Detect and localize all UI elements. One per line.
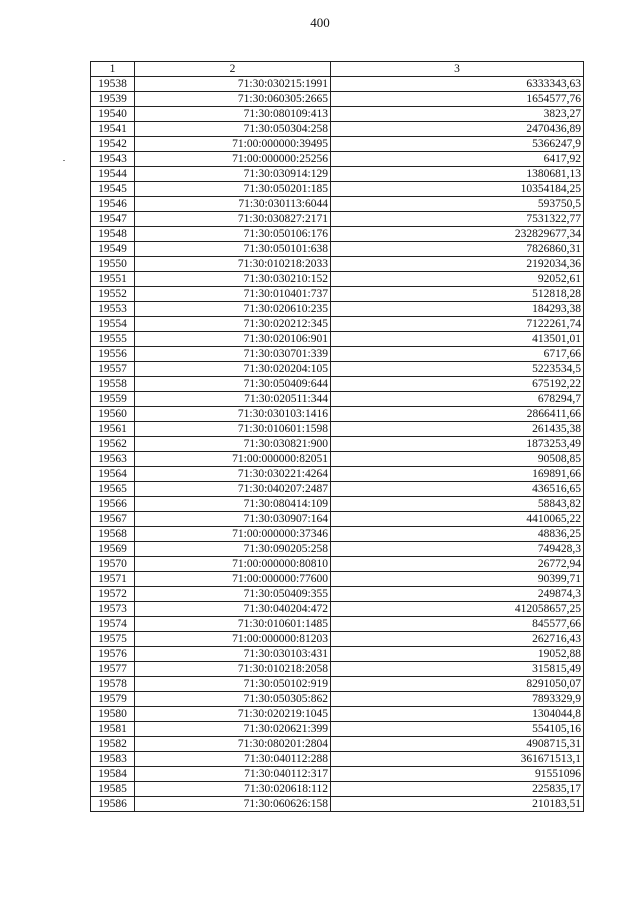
table-row [91, 632, 584, 647]
row-number-cell: 19539 [91, 92, 135, 107]
table-row [91, 302, 584, 317]
row-number-cell: 19577 [91, 662, 135, 677]
cadastral-number-cell: 71:30:010601:1485 [135, 617, 331, 632]
value-cell: 210183,51 [331, 797, 584, 812]
value-cell: 512818,28 [331, 287, 584, 302]
cadastral-number-cell: 71:30:040204:472 [135, 602, 331, 617]
row-number-cell: 19575 [91, 632, 135, 647]
row-number-cell: 19576 [91, 647, 135, 662]
row-number-cell: 19574 [91, 617, 135, 632]
row-number-cell: 19559 [91, 392, 135, 407]
value-cell: 3823,27 [331, 107, 584, 122]
cadastral-number-cell: 71:30:030907:164 [135, 512, 331, 527]
value-cell: 6333343,63 [331, 77, 584, 92]
value-cell: 4908715,31 [331, 737, 584, 752]
row-number-cell: 19546 [91, 197, 135, 212]
cadastral-number-cell: 71:00:000000:39495 [135, 137, 331, 152]
cadastral-number-cell: 71:30:050201:185 [135, 182, 331, 197]
row-number-cell: 19547 [91, 212, 135, 227]
cadastral-number-cell: 71:30:020204:105 [135, 362, 331, 377]
cadastral-number-cell: 71:30:020212:345 [135, 317, 331, 332]
value-cell: 315815,49 [331, 662, 584, 677]
cadastral-number-cell: 71:30:030215:1991 [135, 77, 331, 92]
table-row [91, 287, 584, 302]
value-cell: 8291050,07 [331, 677, 584, 692]
value-cell: 5366247,9 [331, 137, 584, 152]
value-cell: 232829677,34 [331, 227, 584, 242]
value-cell: 2192034,36 [331, 257, 584, 272]
value-cell: 412058657,25 [331, 602, 584, 617]
value-cell: 92052,61 [331, 272, 584, 287]
table-row [91, 737, 584, 752]
value-cell: 7826860,31 [331, 242, 584, 257]
value-cell: 169891,66 [331, 467, 584, 482]
value-cell: 48836,25 [331, 527, 584, 542]
cadastral-number-cell: 71:30:080414:109 [135, 497, 331, 512]
row-number-cell: 19581 [91, 722, 135, 737]
cadastral-number-cell: 71:30:060305:2665 [135, 92, 331, 107]
cadastral-number-cell: 71:30:020618:112 [135, 782, 331, 797]
cadastral-number-cell: 71:00:000000:82051 [135, 452, 331, 467]
table-row [91, 572, 584, 587]
value-cell: 19052,88 [331, 647, 584, 662]
table-row [91, 122, 584, 137]
table-row [91, 362, 584, 377]
table-row [91, 437, 584, 452]
table-row [91, 722, 584, 737]
cadastral-number-cell: 71:30:080201:2804 [135, 737, 331, 752]
cadastral-number-cell: 71:30:030701:339 [135, 347, 331, 362]
cadastral-number-cell: 71:30:020610:235 [135, 302, 331, 317]
table-row [91, 152, 584, 167]
cadastral-value-table [90, 61, 584, 812]
cadastral-number-cell: 71:30:050101:638 [135, 242, 331, 257]
value-cell: 184293,38 [331, 302, 584, 317]
value-cell: 749428,3 [331, 542, 584, 557]
value-cell: 90508,85 [331, 452, 584, 467]
page-number: 400 [310, 15, 330, 30]
cadastral-number-cell: 71:30:040112:317 [135, 767, 331, 782]
table-row [91, 197, 584, 212]
row-number-cell: 19549 [91, 242, 135, 257]
table-row [91, 797, 584, 812]
cadastral-number-cell: 71:30:030821:900 [135, 437, 331, 452]
cadastral-number-cell: 71:00:000000:81203 [135, 632, 331, 647]
cadastral-number-cell: 71:30:030221:4264 [135, 467, 331, 482]
table-row [91, 602, 584, 617]
row-number-cell: 19579 [91, 692, 135, 707]
value-cell: 261435,38 [331, 422, 584, 437]
row-number-cell: 19550 [91, 257, 135, 272]
cadastral-number-cell: 71:00:000000:37346 [135, 527, 331, 542]
cadastral-number-cell: 71:30:030827:2171 [135, 212, 331, 227]
cadastral-number-cell: 71:30:050305:862 [135, 692, 331, 707]
cadastral-number-cell: 71:00:000000:80810 [135, 557, 331, 572]
value-cell: 6417,92 [331, 152, 584, 167]
cadastral-number-cell: 71:30:050106:176 [135, 227, 331, 242]
table-row [91, 257, 584, 272]
table-row [91, 782, 584, 797]
value-cell: 26772,94 [331, 557, 584, 572]
row-number-cell: 19570 [91, 557, 135, 572]
table-row [91, 467, 584, 482]
table-row [91, 137, 584, 152]
cadastral-number-cell: 71:30:010218:2033 [135, 257, 331, 272]
row-number-cell: 19548 [91, 227, 135, 242]
table-row [91, 512, 584, 527]
row-number-cell: 19538 [91, 77, 135, 92]
header-row [91, 62, 584, 77]
table-row [91, 767, 584, 782]
value-cell: 413501,01 [331, 332, 584, 347]
row-number-cell: 19585 [91, 782, 135, 797]
table-body [91, 77, 584, 812]
table-row [91, 92, 584, 107]
value-cell: 7893329,9 [331, 692, 584, 707]
cadastral-number-cell: 71:30:010218:2058 [135, 662, 331, 677]
cadastral-number-cell: 71:30:010401:737 [135, 287, 331, 302]
value-cell: 5223534,5 [331, 362, 584, 377]
row-number-cell: 19584 [91, 767, 135, 782]
row-number-cell: 19566 [91, 497, 135, 512]
value-cell: 678294,7 [331, 392, 584, 407]
row-number-cell: 19555 [91, 332, 135, 347]
value-cell: 2866411,66 [331, 407, 584, 422]
cadastral-number-cell: 71:00:000000:77600 [135, 572, 331, 587]
table-row [91, 542, 584, 557]
table-row [91, 77, 584, 92]
table-row [91, 617, 584, 632]
table-row [91, 422, 584, 437]
value-cell: 1654577,76 [331, 92, 584, 107]
row-number-cell: 19554 [91, 317, 135, 332]
table-row [91, 392, 584, 407]
value-cell: 4410065,22 [331, 512, 584, 527]
table-row [91, 407, 584, 422]
row-number-cell: 19553 [91, 302, 135, 317]
cadastral-number-cell: 71:30:080109:413 [135, 107, 331, 122]
row-number-cell: 19557 [91, 362, 135, 377]
cadastral-number-cell: 71:30:030914:129 [135, 167, 331, 182]
table-row [91, 587, 584, 602]
header-col-3: 3 [331, 62, 584, 77]
row-number-cell: 19580 [91, 707, 135, 722]
cadastral-number-cell: 71:30:030103:1416 [135, 407, 331, 422]
table-row [91, 497, 584, 512]
value-cell: 845577,66 [331, 617, 584, 632]
value-cell: 675192,22 [331, 377, 584, 392]
header-col-1: 1 [91, 62, 135, 77]
cadastral-number-cell: 71:30:040112:288 [135, 752, 331, 767]
cadastral-number-cell: 71:30:050409:644 [135, 377, 331, 392]
cadastral-number-cell: 71:30:030113:6044 [135, 197, 331, 212]
row-number-cell: 19543 [91, 152, 135, 167]
table-row [91, 242, 584, 257]
table-row [91, 662, 584, 677]
row-number-cell: 19540 [91, 107, 135, 122]
row-number-cell: 19545 [91, 182, 135, 197]
cadastral-number-cell: 71:30:090205:258 [135, 542, 331, 557]
row-number-cell: 19556 [91, 347, 135, 362]
value-cell: 554105,16 [331, 722, 584, 737]
table-row [91, 647, 584, 662]
cadastral-number-cell: 71:30:020219:1045 [135, 707, 331, 722]
table-row [91, 167, 584, 182]
header-col-2: 2 [135, 62, 331, 77]
value-cell: 6717,66 [331, 347, 584, 362]
value-cell: 10354184,25 [331, 182, 584, 197]
cadastral-number-cell: 71:30:010601:1598 [135, 422, 331, 437]
table-row [91, 107, 584, 122]
value-cell: 436516,65 [331, 482, 584, 497]
value-cell: 1304044,8 [331, 707, 584, 722]
table-row [91, 677, 584, 692]
cadastral-number-cell: 71:30:020106:901 [135, 332, 331, 347]
row-number-cell: 19561 [91, 422, 135, 437]
row-number-cell: 19542 [91, 137, 135, 152]
table-row [91, 452, 584, 467]
value-cell: 58843,82 [331, 497, 584, 512]
table-row [91, 332, 584, 347]
table-row [91, 317, 584, 332]
row-number-cell: 19569 [91, 542, 135, 557]
row-number-cell: 19582 [91, 737, 135, 752]
value-cell: 2470436,89 [331, 122, 584, 137]
row-number-cell: 19565 [91, 482, 135, 497]
cadastral-number-cell: 71:30:050304:258 [135, 122, 331, 137]
scan-artifact-mark [63, 160, 65, 161]
value-cell: 91551096 [331, 767, 584, 782]
table-row [91, 482, 584, 497]
table-row [91, 182, 584, 197]
value-cell: 1873253,49 [331, 437, 584, 452]
row-number-cell: 19578 [91, 677, 135, 692]
table-row [91, 707, 584, 722]
row-number-cell: 19568 [91, 527, 135, 542]
cadastral-number-cell: 71:30:050102:919 [135, 677, 331, 692]
row-number-cell: 19583 [91, 752, 135, 767]
row-number-cell: 19558 [91, 377, 135, 392]
table-row [91, 347, 584, 362]
cadastral-number-cell: 71:30:030103:431 [135, 647, 331, 662]
value-cell: 225835,17 [331, 782, 584, 797]
cadastral-number-cell: 71:30:040207:2487 [135, 482, 331, 497]
row-number-cell: 19544 [91, 167, 135, 182]
cadastral-number-cell: 71:30:020511:344 [135, 392, 331, 407]
table-header [91, 62, 584, 77]
value-cell: 262716,43 [331, 632, 584, 647]
row-number-cell: 19552 [91, 287, 135, 302]
value-cell: 7531322,77 [331, 212, 584, 227]
row-number-cell: 19560 [91, 407, 135, 422]
table-row [91, 527, 584, 542]
cadastral-number-cell: 71:30:020621:399 [135, 722, 331, 737]
row-number-cell: 19573 [91, 602, 135, 617]
value-cell: 249874,3 [331, 587, 584, 602]
table-row [91, 752, 584, 767]
row-number-cell: 19572 [91, 587, 135, 602]
row-number-cell: 19571 [91, 572, 135, 587]
cadastral-number-cell: 71:30:060626:158 [135, 797, 331, 812]
row-number-cell: 19586 [91, 797, 135, 812]
row-number-cell: 19541 [91, 122, 135, 137]
row-number-cell: 19562 [91, 437, 135, 452]
table-row [91, 227, 584, 242]
row-number-cell: 19564 [91, 467, 135, 482]
value-cell: 593750,5 [331, 197, 584, 212]
row-number-cell: 19563 [91, 452, 135, 467]
row-number-cell: 19567 [91, 512, 135, 527]
cadastral-number-cell: 71:30:050409:355 [135, 587, 331, 602]
value-cell: 361671513,1 [331, 752, 584, 767]
table-row [91, 557, 584, 572]
table-row [91, 272, 584, 287]
cadastral-number-cell: 71:00:000000:25256 [135, 152, 331, 167]
table-row [91, 212, 584, 227]
table-row [91, 377, 584, 392]
value-cell: 90399,71 [331, 572, 584, 587]
cadastral-number-cell: 71:30:030210:152 [135, 272, 331, 287]
value-cell: 1380681,13 [331, 167, 584, 182]
table-row [91, 692, 584, 707]
value-cell: 7122261,74 [331, 317, 584, 332]
row-number-cell: 19551 [91, 272, 135, 287]
